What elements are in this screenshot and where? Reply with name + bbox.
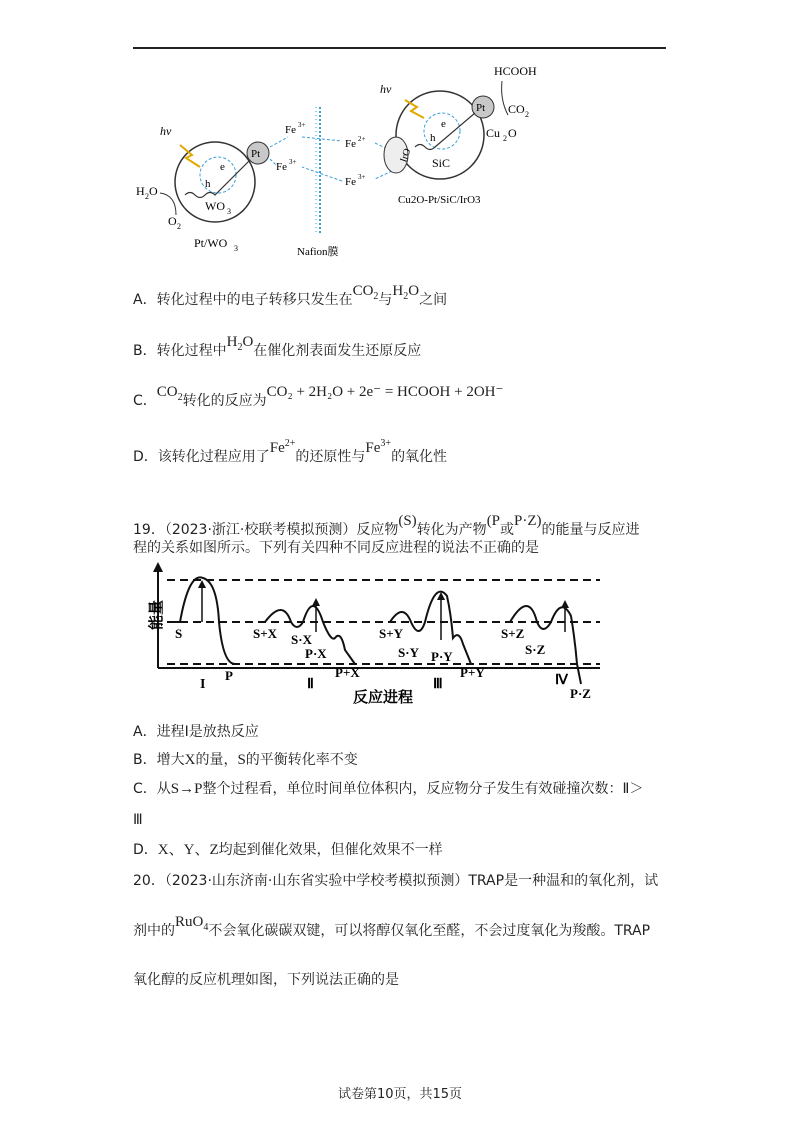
wo3-label: WO	[205, 199, 225, 213]
pt-wo3-label: Pt/WO	[194, 236, 228, 250]
svg-text:P: P	[225, 668, 233, 683]
svg-text:3: 3	[234, 244, 238, 253]
lightning-icon-right	[405, 100, 424, 118]
y-axis-label: 能量	[149, 599, 165, 630]
nafion-label: Nafion膜	[297, 246, 339, 258]
hole-label-right: h	[430, 132, 436, 144]
water-arrow	[160, 193, 176, 215]
svg-text:Ⅱ: Ⅱ	[307, 677, 314, 692]
hv-label: hν	[160, 124, 172, 138]
question-19-stem-2: 程的关系如图所示。下列有关四种不同反应进程的说法不正确的是	[133, 540, 539, 556]
h2o-formula: $H_2O$	[226, 334, 254, 353]
question-19-stem: 19．（2023·浙江·校联考模拟预测）反应物(S)转化为产物(P或P·Z)的能量与反应进	[133, 513, 640, 538]
fe-arrow-mid-bottom	[302, 167, 342, 181]
pt-label-right: Pt	[476, 102, 486, 114]
iro3-label: IrO	[398, 147, 414, 164]
svg-text:S+Z: S+Z	[501, 626, 525, 641]
option-18c: C．$CO_2$转化的反应为CO₂ + 2H₂O + 2e⁻ = HCOOH + 2OH⁻	[133, 384, 504, 409]
svg-text:P·X: P·X	[305, 646, 327, 661]
curve-4	[510, 606, 581, 684]
svg-text:3+: 3+	[358, 173, 366, 181]
svg-text:Ⅳ: Ⅳ	[555, 673, 568, 688]
svg-text:S·Y: S·Y	[398, 645, 419, 660]
svg-text:S+Y: S+Y	[379, 626, 404, 641]
fe-left-bottom: Fe	[276, 161, 287, 173]
option-19c: C．从S→P整个过程看，单位时间单位体积内，反应物分子发生有效碰撞次数：Ⅱ＞	[133, 781, 644, 797]
catalyst-label: Cu2O-Pt/SiC/IrO3	[398, 194, 481, 206]
co2-label: CO	[508, 102, 525, 116]
electron-label-right: e	[441, 118, 446, 130]
pt-label: Pt	[251, 148, 261, 160]
svg-text:P·Y: P·Y	[431, 649, 453, 664]
svg-text:P·Z: P·Z	[570, 686, 591, 701]
svg-text:O: O	[508, 126, 517, 140]
cu2o-label: Cu	[486, 126, 501, 140]
option-18b: B．转化过程中$H_2O$在催化剂表面发生还原反应	[133, 334, 422, 359]
curve-1	[167, 577, 235, 664]
hcooh-label: HCOOH	[494, 64, 537, 78]
svg-text:S·X: S·X	[291, 632, 312, 647]
electron-label: e	[220, 161, 225, 173]
svg-text:O: O	[149, 184, 158, 198]
y-axis-arrow	[153, 562, 163, 572]
fe-right-bottom: Fe	[345, 176, 356, 188]
hole-label: h	[205, 178, 211, 190]
question-20-stem-3: 氧化醇的反应机理如图，下列说法正确的是	[133, 972, 399, 988]
svg-text:2+: 2+	[358, 135, 366, 143]
energy-diagram	[145, 560, 615, 710]
fe-arrow-mid-top	[302, 137, 342, 141]
question-20-stem-2: 剂中的RuO$_4$不会氧化碳碳双键，可以将醇仅氧化至醛，不会过度氧化为羧酸。TRAP	[133, 914, 651, 939]
svg-text:P+Y: P+Y	[460, 665, 485, 680]
fe-right-top: Fe	[345, 138, 356, 150]
svg-text:I: I	[200, 677, 206, 692]
question-20-stem: 20．（2023·山东济南·山东省实验中学校考模拟预测）TRAP是一种温和的氧化剂，试	[133, 873, 659, 889]
fe2-formula: $Fe^{2+}$	[269, 438, 296, 456]
page-footer: 试卷第10页，共15页	[337, 1087, 463, 1102]
h2o-label: H	[136, 184, 145, 198]
option-19a: A．进程Ⅰ是放热反应	[133, 724, 259, 740]
option-19d: D．X、Y、Z均起到催化效果，但催化效果不一样	[133, 842, 443, 858]
photocatalysis-figure	[130, 55, 550, 265]
svg-text:S: S	[175, 626, 183, 641]
fe-arrow-left-top	[270, 137, 288, 147]
option-18d: D．该转化过程应用了$Fe^{2+}$的还原性与$Fe^{3+}$的氧化性	[133, 438, 448, 465]
co2-formula: $CO_2$	[156, 384, 183, 403]
top-rule	[133, 47, 666, 49]
svg-text:2: 2	[145, 192, 149, 201]
svg-text:S·Z: S·Z	[525, 642, 546, 657]
svg-text:3: 3	[227, 207, 231, 216]
option-19c-cont: Ⅲ	[133, 812, 143, 828]
svg-text:S+X: S+X	[253, 626, 278, 641]
option-text: A．转化过程中的电子转移只发生在	[133, 292, 353, 308]
equation: CO₂ + 2H₂O + 2e⁻ = HCOOH + 2OH⁻	[266, 384, 504, 400]
svg-text:2: 2	[503, 134, 507, 143]
wavy-line	[185, 160, 250, 198]
svg-text:3+: 3+	[298, 121, 306, 129]
hv-label-right: hν	[380, 82, 392, 96]
ruo4-formula: RuO$_4$	[175, 914, 209, 933]
co2-formula: $CO_2$	[352, 283, 379, 302]
fe-arrow-right-bottom	[375, 171, 392, 179]
fe3-formula: $Fe^{3+}$	[365, 438, 392, 456]
option-19b: B．增大X的量，S的平衡转化率不变	[133, 752, 358, 768]
option-18a: A．转化过程中的电子转移只发生在$CO_2$与$H_2O$之间	[133, 283, 448, 308]
sic-label: SiC	[432, 156, 451, 170]
o2-label: O	[168, 214, 177, 228]
svg-text:3+: 3+	[289, 158, 297, 166]
fe-left-top: Fe	[285, 124, 296, 136]
svg-text:Ⅲ: Ⅲ	[433, 677, 443, 692]
svg-text:2: 2	[525, 110, 529, 119]
svg-text:2: 2	[177, 222, 181, 231]
x-axis-label: 反应进程	[353, 690, 414, 706]
lightning-icon	[180, 145, 200, 167]
svg-text:P+X: P+X	[335, 665, 360, 680]
h2o-formula: $H_2O$	[392, 283, 420, 302]
